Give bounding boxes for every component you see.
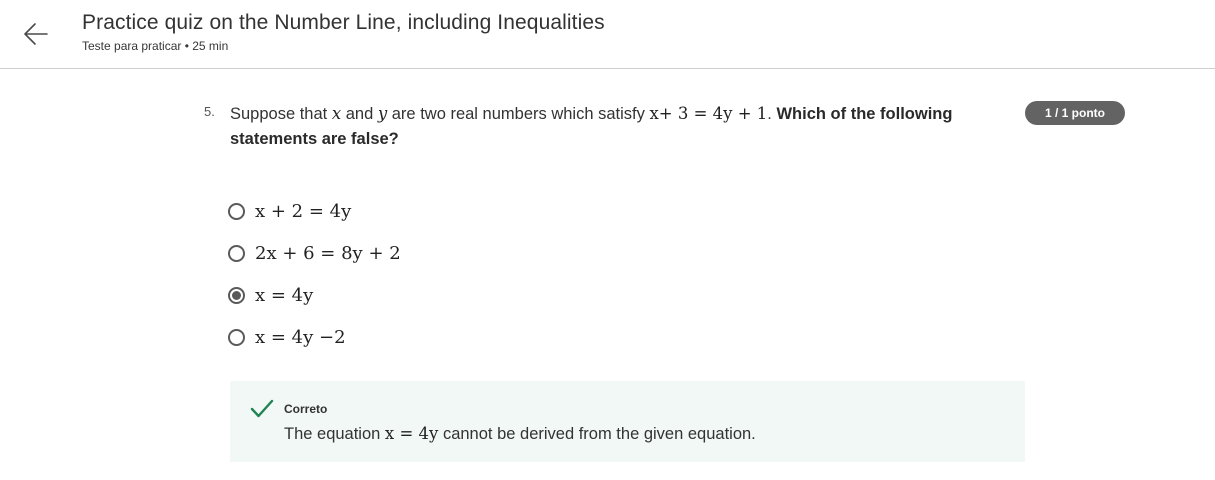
option-label: x = 4y −2 <box>255 326 346 348</box>
feedback-panel <box>230 381 1025 462</box>
option-4[interactable] <box>228 323 346 351</box>
option-1[interactable] <box>228 197 351 225</box>
page-header <box>0 0 1215 69</box>
radio-button[interactable] <box>228 203 245 220</box>
feedback-text-before: The equation <box>284 425 385 443</box>
radio-button[interactable] <box>228 245 245 262</box>
question-var-x: x <box>331 104 342 123</box>
option-label: x = 4y <box>255 284 314 306</box>
question-number: 5. <box>204 104 215 119</box>
question-var-y: y <box>377 104 388 123</box>
option-3[interactable] <box>228 281 313 309</box>
radio-button-selected[interactable] <box>228 287 245 304</box>
checkmark-icon <box>250 399 274 419</box>
page-subtitle: Teste para praticar • 25 min <box>82 39 229 53</box>
radio-button[interactable] <box>228 329 245 346</box>
feedback-text-after: cannot be derived from the given equation. <box>438 425 756 443</box>
question-equation: x+ 3 = 4y + 1 <box>649 104 768 123</box>
option-label: x + 2 = 4y <box>255 200 352 222</box>
option-label: 2x + 6 = 8y + 2 <box>255 242 401 264</box>
arrow-left-icon <box>22 20 50 48</box>
back-button[interactable] <box>20 18 52 50</box>
feedback-equation: x = 4y <box>384 424 439 443</box>
page-title: Practice quiz on the Number Line, including Inequalities <box>82 11 605 34</box>
question-text-middle: are two real numbers which satisfy <box>387 105 650 123</box>
radio-selected-dot <box>232 291 241 300</box>
feedback-status: Correto <box>284 402 328 416</box>
score-badge: 1 / 1 ponto <box>1025 101 1125 125</box>
question-prompt-bold: Which of the following statements are false? <box>230 105 953 148</box>
feedback-text <box>284 424 756 444</box>
question-text-and: and <box>341 105 378 123</box>
question-text-intro: Suppose that <box>230 105 332 123</box>
question-period: . <box>767 105 772 123</box>
option-2[interactable] <box>228 239 401 267</box>
question-text <box>230 101 990 152</box>
